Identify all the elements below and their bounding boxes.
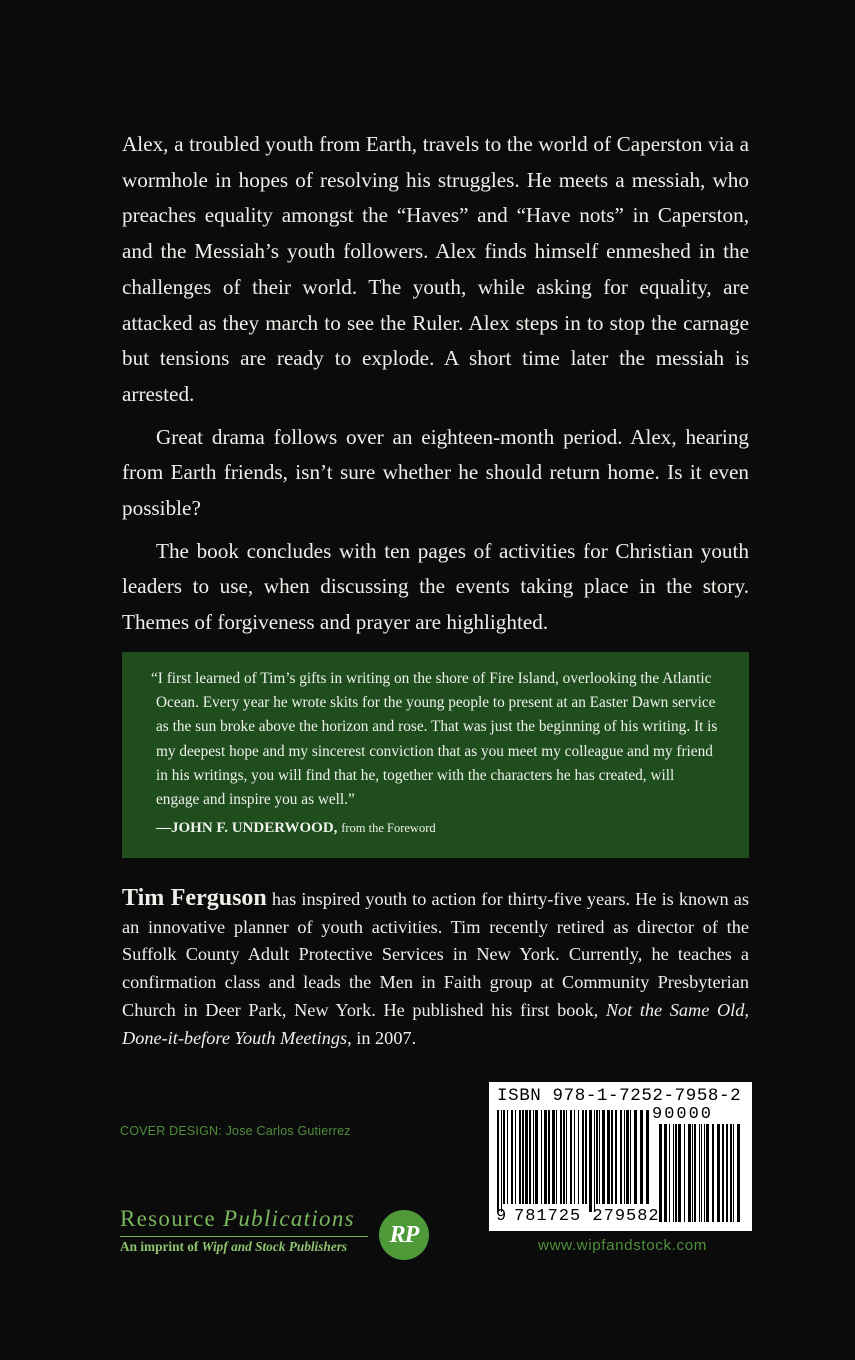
barcode-bar	[548, 1110, 550, 1204]
barcode-bar	[634, 1110, 637, 1204]
barcode-bar	[574, 1110, 575, 1204]
barcode-bar	[552, 1110, 555, 1204]
barcode-bar	[589, 1110, 592, 1212]
barcode-bar	[570, 1110, 572, 1204]
barcode-supplement-number: 90000	[652, 1105, 714, 1124]
publisher-name	[120, 1206, 355, 1232]
barcode-bar	[694, 1124, 696, 1222]
bio-text-1: has inspired youth to action for thirty-five years. He is known as an innovative planner of youth activities. Tim recently retired as director of the Suffolk County Adult Protective Services in New York. Currently, he teaches a confirmation class and leads the Men in Faith group at Community Presbyterian Church in Deer Park, New York. He published his first book,	[122, 889, 750, 1020]
barcode-bar	[599, 1110, 600, 1204]
barcode-bar	[726, 1124, 728, 1222]
barcode-bar	[669, 1124, 670, 1222]
barcode-bar	[704, 1124, 705, 1222]
barcode-bar	[602, 1110, 605, 1204]
barcode-bar	[624, 1110, 625, 1204]
barcode-bar	[699, 1124, 700, 1222]
barcode-bar	[515, 1110, 516, 1204]
book-description	[122, 127, 749, 641]
publisher-name-part2: Publications	[223, 1206, 355, 1231]
barcode-bar	[533, 1110, 534, 1204]
description-paragraph-3: The book concludes with ten pages of activities for Christian youth leaders to use, when discussing the events taking place in the story. Themes of forgiveness and prayer are highlighted.	[122, 538, 749, 635]
barcode-bar	[541, 1110, 542, 1204]
barcode-bar	[678, 1124, 681, 1222]
barcode-bar	[503, 1110, 505, 1204]
barcode-bar	[535, 1110, 538, 1204]
barcode-bar	[640, 1110, 643, 1204]
author-bio	[122, 885, 749, 1052]
barcode-bar	[563, 1110, 565, 1204]
author-name: Tim Ferguson	[122, 885, 267, 911]
endorsement-box	[122, 652, 749, 858]
previous-book-title: Not the Same Old, Done-it-before Youth Meetings	[122, 999, 749, 1048]
barcode-bar	[615, 1110, 617, 1204]
barcode-bar	[692, 1124, 693, 1222]
imprint-prefix: An imprint of	[120, 1239, 202, 1254]
endorsement-attribution	[156, 816, 719, 840]
barcode-bar	[730, 1124, 732, 1222]
isbn-label: ISBN 978-1-7252-7958-2	[497, 1086, 742, 1106]
barcode-bar	[596, 1110, 598, 1204]
cover-design-credit: COVER DESIGN: Jose Carlos Gutierrez	[120, 1124, 351, 1138]
barcode-bar	[556, 1110, 557, 1204]
description-paragraph-2: Great drama follows over an eighteen-month period. Alex, hearing from Earth friends, isn’t sure whether he should return home. Is it even possible?	[122, 424, 749, 521]
barcode-bar	[607, 1110, 610, 1204]
author-bio-paragraph	[122, 885, 749, 1052]
publisher-imprint	[120, 1239, 347, 1255]
barcode-bar	[712, 1124, 714, 1222]
barcode-bar	[522, 1110, 524, 1204]
imprint-name: Wipf and Stock Publishers	[201, 1239, 348, 1254]
barcode-bar	[529, 1110, 531, 1204]
barcode-bar	[620, 1110, 622, 1204]
barcode-bar	[507, 1110, 508, 1204]
barcode-bar	[646, 1110, 649, 1204]
barcode-bar	[722, 1124, 724, 1222]
barcode-bar	[706, 1124, 709, 1222]
bio-text-2: , in 2007.	[347, 1027, 417, 1048]
endorsement-quote: “I first learned of Tim’s gifts in writing on the shore of Fire Island, overlooking the Atlantic Ocean. Every year he wrote skits for the young people to present at an Easter Dawn service as the sun broke above the horizon and rose. That was just the beginning of his writing. It is my deepest hope and my sincerest conviction that as you meet my colleague and my friend in his writings, you will find that he, together with the characters he has created, will engage and inspire you as well.”	[151, 670, 718, 809]
barcode-bar	[519, 1110, 521, 1204]
barcode-bar	[733, 1124, 734, 1222]
barcode-bar	[578, 1110, 579, 1204]
isbn-barcode	[489, 1082, 752, 1231]
barcode-bar	[701, 1124, 702, 1222]
barcode-bar	[585, 1110, 587, 1204]
barcode-bar	[673, 1124, 674, 1222]
description-paragraph-1: Alex, a troubled youth from Earth, travels to the world of Caperston via a wormhole in hopes of resolving his struggles. He meets a messiah, who preaches equality amongst the “Haves” and “Have nots” in Caperston, and the Messiah’s youth followers. Alex finds himself enmeshed in the challenges of their world. The youth, while asking for equality, are attacked as they march to see the Ruler. Alex steps in to stop the carnage but tensions are ready to explode. A short time later the messiah is arrested.	[122, 132, 749, 406]
barcode-digits-rest: 781725 279582	[514, 1207, 660, 1226]
barcode-bar	[688, 1124, 691, 1222]
barcode-bar	[630, 1110, 631, 1204]
barcode-digit-first: 9	[496, 1207, 507, 1226]
barcode-bar	[560, 1110, 562, 1204]
barcode-bar	[737, 1124, 740, 1222]
barcode-bar	[626, 1110, 629, 1204]
publisher-name-part1: Resource	[120, 1206, 224, 1231]
publisher-divider	[120, 1236, 368, 1237]
barcode-bar	[501, 1110, 502, 1212]
barcode-bar	[511, 1110, 513, 1204]
publisher-logo	[120, 1206, 440, 1266]
barcode-bar	[684, 1124, 685, 1222]
barcode-bar	[582, 1110, 584, 1204]
barcode-bar	[525, 1110, 528, 1204]
endorsement-author: —JOHN F. UNDERWOOD,	[156, 820, 338, 837]
barcode-bar	[497, 1110, 499, 1212]
endorsement-source: from the Foreword	[341, 821, 436, 836]
barcode-bar	[544, 1110, 547, 1204]
rp-logo-icon: RP	[379, 1210, 429, 1260]
barcode-bar	[594, 1110, 595, 1212]
barcode-bar	[717, 1124, 720, 1222]
barcode-bar	[566, 1110, 567, 1204]
barcode-bar	[611, 1110, 613, 1204]
barcode-bar	[664, 1124, 667, 1222]
barcode-bar	[675, 1124, 677, 1222]
publisher-website: www.wipfandstock.com	[538, 1237, 707, 1254]
